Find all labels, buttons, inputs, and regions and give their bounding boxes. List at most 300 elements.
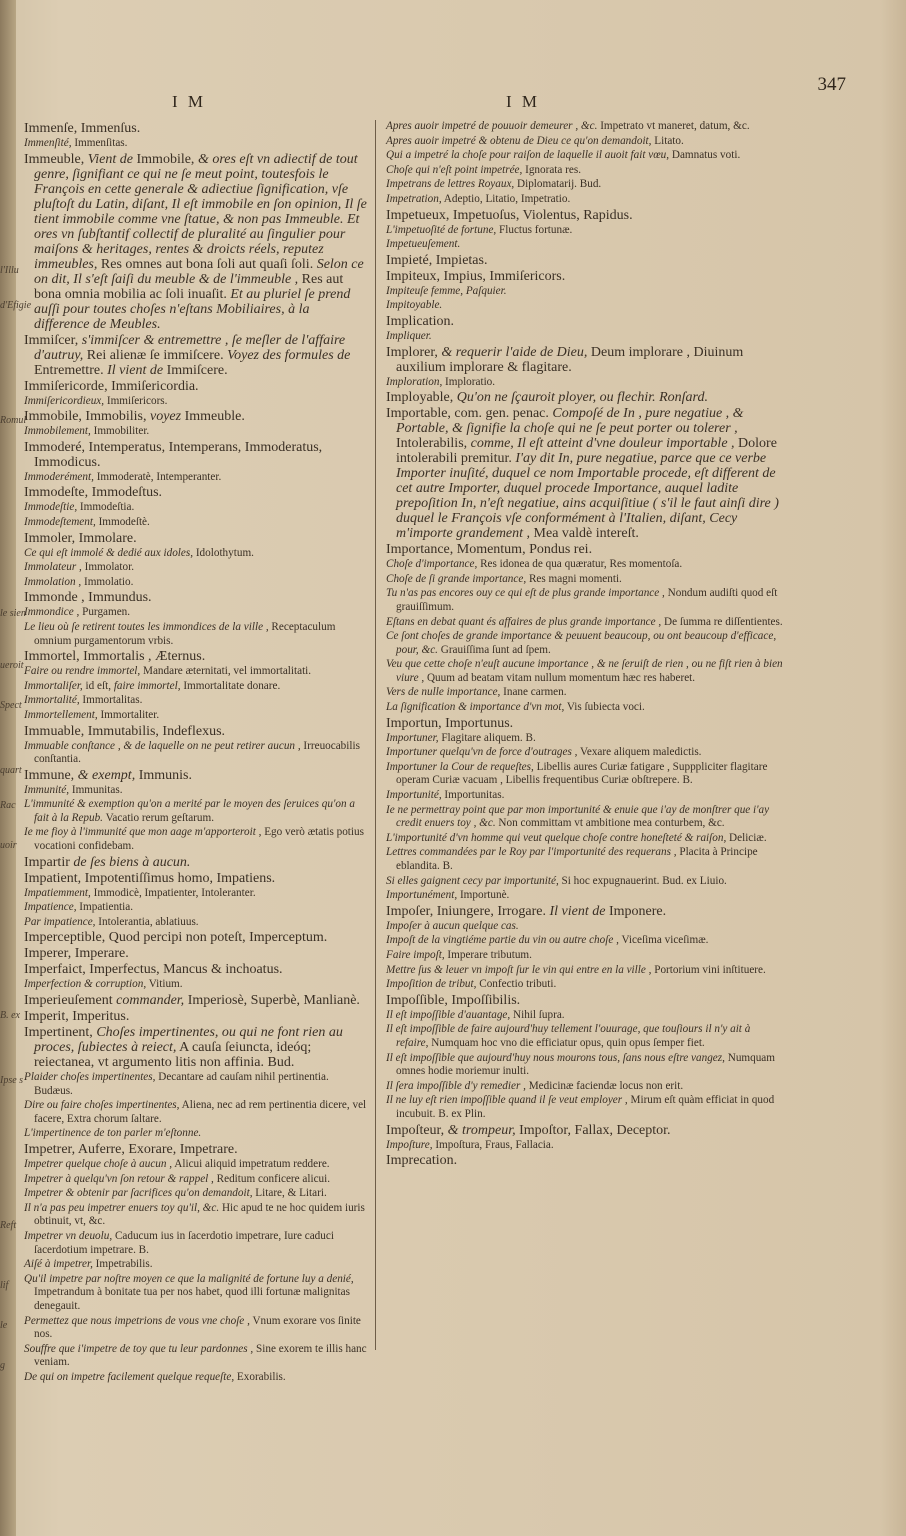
latin-text: Litare, & Litari. (252, 1187, 327, 1200)
latin-text: Res magni momenti. (526, 572, 622, 585)
french-gloss: Immenſité, (24, 137, 72, 149)
sub-entry (386, 875, 784, 889)
sub-entry (24, 901, 367, 915)
headword-entry (386, 1123, 784, 1138)
sub-entry (24, 425, 367, 439)
headword-entry (24, 649, 367, 664)
french-gloss: La ſignification & importance d'vn mot, (386, 701, 565, 714)
sub-entry (386, 558, 784, 572)
margin-fragment: lif (0, 1280, 9, 1291)
french-gloss: Importuner la Cour de requeſtes, (386, 760, 534, 773)
french-gloss: Vient de (87, 151, 133, 167)
headword-entry (24, 485, 367, 500)
latin-text: Entremettre. (34, 362, 108, 378)
headword-entry (386, 390, 784, 405)
french-gloss: Immunité, (24, 783, 70, 796)
latin-text: Vnum exorare vos ſinite nos. (34, 1314, 361, 1341)
sub-entry (24, 784, 367, 798)
french-gloss: Imploration, (386, 375, 443, 388)
latin-text: A cauſa ſeiuncta, ideóq; reiectanea, vt argumento litis non affinia. Bud. (34, 1040, 312, 1071)
french-gloss: Apres auoir impetré de pouuoir demeurer , &c. (386, 120, 598, 132)
sub-entry (386, 178, 784, 192)
sub-entry (24, 709, 367, 723)
french-gloss: Il eſt impoſſible d'auantage, (386, 1008, 511, 1021)
sub-entry (24, 576, 367, 590)
french-gloss: Apres auoir impetré & obtenu de Dieu ce qu'on demandoit, (386, 134, 652, 147)
sub-entry (24, 1202, 367, 1229)
sub-entry (386, 701, 784, 715)
latin-text: Vis ſubiecta voci. (564, 701, 645, 714)
latin-text: Impatient, Impotentiſſimus homo, Impatiens. (24, 870, 276, 886)
latin-text: Libellis aures Curiæ fatigare , Supppliciter flagitare operam Curiæ vacuam , Libellis frequentibus Curiæ obſtrepere. B. (396, 760, 768, 787)
french-gloss: Ce ſont choſes de grande importance & peuuent beaucoup, ou ont beaucoup d'efficace, pour, &c. (386, 630, 777, 656)
headword-entry (24, 724, 367, 739)
sub-entry (24, 516, 367, 530)
french-gloss: commander, (116, 993, 185, 1009)
sub-entry (386, 285, 784, 299)
french-gloss: L'impertinence de ton parler m'eſtonne. (24, 1127, 202, 1140)
french-gloss: Impatience, (24, 901, 77, 914)
latin-text: Immodicè, Impatienter, Intoleranter. (90, 886, 256, 899)
french-gloss: Le lieu où ſe retirent toutes les immondices de la ville , (24, 620, 269, 633)
margin-fragment: Spect (0, 700, 22, 711)
french-gloss: Immuable conſtance , & de laquelle on ne peut retirer aucun , (24, 739, 301, 752)
latin-text: Impatientia. (76, 901, 134, 914)
french-gloss: Impoſition de tribut, (386, 978, 477, 991)
latin-text: Immiſcer, (24, 332, 82, 348)
latin-text: Decantare ad cauſam nihil pertinentia. Budæus. (34, 1071, 329, 1097)
headword-entry (24, 333, 367, 378)
latin-text: Alicui aliquid impetratum reddere. (172, 1158, 330, 1170)
headword-entry (24, 409, 367, 424)
french-gloss: Il eſt impoſſible de faire aujourd'huy tellement l'ouurage, que touſiours il n'y ait à refaire, (386, 1023, 751, 1049)
latin-text: Ego verò ætatis potius vocationi confidebam. (34, 826, 364, 853)
latin-text: Impoſtura, Fraus, Fallacia. (432, 1138, 554, 1151)
latin-text: Impieté, Impietas. (386, 252, 488, 268)
latin-text: Immuable, Immutabilis, Indeflexus. (24, 723, 226, 739)
sub-entry (386, 587, 784, 614)
latin-text: Immeuble, (24, 151, 88, 167)
sub-entry (386, 149, 784, 163)
running-head-right: I M (506, 92, 541, 111)
latin-text: Non committam vt ambitione mea conturbem, &c. (495, 817, 725, 830)
sub-entry (24, 1099, 367, 1126)
latin-text: Res idonea de qua quæratur, Res momentoſa. (477, 558, 683, 571)
headword-entry (386, 345, 784, 375)
sub-entry (386, 238, 784, 252)
french-gloss: Il n'a pas peu impetrer enuers toy qu'il, &c. (24, 1201, 220, 1214)
latin-text: Immortel, Immortalis , Æternus. (24, 649, 206, 665)
sub-entry (24, 1187, 367, 1201)
margin-fragment: Romul (0, 415, 27, 426)
latin-text: Intolerantia, ablatiuus. (95, 915, 199, 928)
sub-entry (24, 665, 367, 679)
french-gloss: s'immiſcer & entremettre , ſe meſler de l'affaire d'autruy, (34, 332, 346, 363)
french-gloss: L'immunité & exemption qu'on a merité par le moyen des ſeruices qu'on a fait à la Repub. (24, 798, 355, 824)
latin-text: Imponere. (605, 903, 667, 919)
running-head-left: I M (172, 92, 207, 111)
latin-text: Immiſcere. (163, 362, 228, 378)
latin-text: Immolatio. (81, 575, 134, 588)
margin-fragment: le sien (0, 608, 26, 619)
latin-text: Vexare aliquem maledictis. (577, 746, 702, 759)
latin-text: Vitium. (146, 978, 183, 991)
page-number: 347 (817, 74, 846, 95)
latin-text: Impiteux, Impius, Immiſericors. (386, 268, 566, 284)
latin-text: Imperiosè, Superbè, Manlianè. (184, 993, 360, 1009)
french-gloss: Il vient de (549, 903, 606, 919)
headword-entry (24, 930, 367, 945)
french-gloss: Immortellement, (24, 708, 98, 721)
headword-entry (24, 440, 367, 470)
french-gloss: Impetrer vn deuolu, (24, 1229, 113, 1242)
headword-entry (386, 1153, 784, 1168)
french-gloss: Immodeſtement, (24, 515, 96, 528)
french-gloss: Qu'on ne ſçauroit ployer, ou flechir. Ronſard. (456, 390, 708, 406)
latin-text: Grauiſſima ſunt ad ſpem. (437, 643, 551, 656)
sub-entry (24, 501, 367, 515)
sub-entry (24, 826, 367, 853)
latin-text: Placita à Principe eblandita. B. (396, 846, 758, 872)
sub-entry (24, 137, 367, 151)
sub-entry (24, 621, 367, 648)
headword-entry (24, 946, 367, 961)
sub-entry (24, 694, 367, 708)
latin-text: Inane carmen. (500, 686, 567, 699)
french-gloss: Qui a impetré la choſe pour raiſon de laquelle il auoit fait vœu, (386, 149, 670, 162)
latin-text: Caducum ius in ſacerdotio impetrare, Iure caduci ſacerdotium impetrare. B. (34, 1229, 334, 1256)
sub-entry (386, 1139, 784, 1153)
french-gloss: Immobilement, (24, 425, 91, 438)
french-gloss: Importunément, (386, 889, 458, 902)
sub-entry (386, 686, 784, 700)
french-gloss: Impoſt de la vingtiéme partie du vin ou autre choſe , (386, 934, 619, 947)
margin-fragment: le (0, 1320, 8, 1331)
latin-text: Implorer, (386, 344, 442, 360)
margin-fragment: Reft (0, 1220, 17, 1231)
latin-text: Immeuble. (181, 409, 245, 425)
headword-entry (386, 269, 784, 284)
latin-text: Impetrer, Auferre, Exorare, Impetrare. (24, 1142, 238, 1157)
latin-text: Res omnes aut bona ſoli aut quaſi ſoli. (97, 256, 317, 272)
french-gloss: Mettre ſus & leuer vn impoſt ſur le vin qui entre en la ville , (386, 963, 652, 976)
french-gloss: Immiſericordieux, (24, 394, 105, 407)
latin-text: Rei alienæ ſe immiſcere. (83, 347, 228, 363)
latin-text: Imperare tributum. (444, 948, 532, 961)
sub-entry (386, 120, 784, 134)
latin-text: Idolothytum. (193, 546, 254, 559)
latin-text: Adeptio, Litatio, Impetratio. (441, 192, 571, 205)
latin-text: Immoderé, Intemperatus, Intemperans, Immoderatus, Immodicus. (24, 439, 323, 470)
sub-entry (386, 135, 784, 149)
sub-entry (386, 616, 784, 630)
french-gloss: Il eſt impoſſible que aujourd'huy nous mourons tous, ſans nous eſtre vangez, (386, 1051, 725, 1064)
french-gloss: & exempt, (77, 767, 136, 783)
french-gloss: Impoſture, (386, 1138, 433, 1151)
french-gloss: Choſes impertinentes, ou qui ne font rien au proces, ſubiectes à reiect, (34, 1025, 343, 1056)
latin-text: Impoſteur, (386, 1122, 448, 1138)
sub-entry (24, 1273, 367, 1314)
margin-fragment: Ipse s (0, 1075, 24, 1086)
french-gloss: Immoderément, (24, 470, 94, 483)
french-gloss: Faire ou rendre immortel, (24, 665, 141, 678)
latin-text: Imperfaict, Imperfectus, Mancus & inchoatus. (24, 962, 283, 978)
sub-entry (386, 789, 784, 803)
latin-text: Immortalitas. (79, 694, 143, 707)
sub-entry (386, 732, 784, 746)
headword-entry (24, 1142, 367, 1157)
sub-entry (386, 658, 784, 685)
latin-text: Imploratio. (442, 375, 496, 388)
latin-text: Flagitare aliquem. B. (438, 731, 536, 744)
sub-entry (24, 561, 367, 575)
latin-text: Nondum audiſti quod eſt grauiſſimum. (396, 587, 778, 613)
french-gloss: Impliquer. (386, 329, 432, 342)
french-gloss: Vers de nulle importance, (386, 686, 501, 699)
french-gloss: Importunité, (386, 789, 442, 802)
headword-entry (386, 993, 784, 1008)
headword-entry (386, 253, 784, 268)
french-gloss: Immolateur , (24, 561, 82, 574)
latin-text: Impetueux, Impetuoſus, Violentus, Rapidus. (386, 207, 633, 223)
sub-entry (24, 1258, 367, 1272)
sub-entry (386, 193, 784, 207)
sub-entry (24, 1127, 367, 1141)
latin-text: Immenſitas. (71, 137, 128, 149)
headword-entry (24, 1025, 367, 1070)
latin-text: Impoſer, Iniungere, Irrogare. (386, 903, 550, 919)
latin-text: Ignorata res. (522, 163, 582, 176)
latin-text: Reditum conficere alicui. (213, 1172, 331, 1185)
french-gloss: Choſe de ſi grande importance, (386, 572, 527, 585)
latin-text: Immodeſte, Immodeſtus. (24, 485, 163, 501)
latin-text: Immonde , Immundus. (24, 590, 152, 606)
latin-text: Medicinæ faciendæ locus non erit. (525, 1079, 684, 1092)
sub-entry (24, 395, 367, 409)
sub-entry (24, 547, 367, 561)
latin-text: Implication. (386, 313, 455, 329)
french-gloss: Eſtans en debat quant és affaires de plus grande importance , (386, 615, 662, 628)
latin-text: Immodeſtè. (95, 515, 150, 528)
french-gloss: Impetrans de lettres Royaux, (386, 178, 515, 191)
latin-text: Imperceptible, Quod percipi non poteſt, Imperceptum. (24, 930, 328, 946)
french-gloss: Aiſé à impetrer, (24, 1258, 93, 1271)
latin-text: Impertinent, (24, 1025, 97, 1041)
headword-entry (24, 855, 367, 870)
latin-text: Imployable, (386, 390, 457, 406)
latin-text: Dolore intolerabili premitur. (396, 436, 777, 467)
french-gloss: Permettez que nous impetrions de vous vne choſe , (24, 1314, 250, 1327)
latin-text: Vacatio rerum geſtarum. (102, 811, 214, 824)
french-gloss: Il vient de (107, 362, 164, 378)
sub-entry (386, 630, 784, 657)
sub-entry (386, 1023, 784, 1050)
margin-fragment: B. ex (0, 1010, 20, 1021)
margin-fragment: quart (0, 765, 22, 776)
french-gloss: Immolation , (24, 575, 82, 588)
sub-entry (24, 1230, 367, 1257)
french-gloss: & trompeur, (447, 1122, 516, 1138)
margin-fragment: g (0, 1360, 5, 1371)
latin-text: Exorabilis. (234, 1370, 286, 1383)
sub-entry (24, 1173, 367, 1187)
headword-entry (24, 871, 367, 886)
latin-text: Impetrandum à bonitate tua per nos habet, quod illi fortunæ malignitas denegauit. (34, 1286, 350, 1312)
headword-entry (386, 208, 784, 223)
headword-entry (386, 542, 784, 557)
french-gloss: Impetrer quelque choſe à aucun , (24, 1158, 173, 1170)
french-gloss: Immodeſtie, (24, 501, 78, 514)
sub-entry (386, 330, 784, 344)
latin-text: Purgamen. (79, 606, 131, 619)
latin-text: Imperieuſement (24, 993, 117, 1009)
sub-entry (24, 740, 367, 767)
french-gloss: Choſe d'importance, (386, 558, 478, 571)
margin-fragment: Rac (0, 800, 16, 811)
french-gloss: Impatiemment, (24, 886, 91, 899)
french-gloss: Impetueuſement. (386, 238, 461, 251)
french-gloss: Choſe qui n'eſt point impetrée, (386, 163, 523, 176)
headword-entry (24, 152, 367, 332)
french-gloss: Impetrer & obtenir par ſacrifices qu'on demandoit, (24, 1187, 253, 1200)
sub-entry (386, 804, 784, 831)
latin-text: Immodeſtia. (77, 501, 135, 514)
latin-text: Imperer, Imperare. (24, 946, 129, 962)
sub-entry (386, 224, 784, 238)
latin-text: Importunitas. (441, 789, 505, 802)
latin-text: Immune, (24, 767, 78, 783)
sub-entry (386, 978, 784, 992)
latin-text: Portorium vini inſtituere. (651, 963, 766, 976)
latin-text: Immoler, Immolare. (24, 530, 137, 546)
sub-entry (24, 471, 367, 485)
latin-text: Impetrato vt maneret, datum, &c. (597, 120, 750, 132)
latin-text: Deum implorare , Diuinum auxilium implorare & flagitare. (396, 344, 744, 375)
french-gloss: Immortaliſer, (24, 679, 83, 692)
french-gloss: Il ne luy eſt rien impoſſible quand il ſe veut employer , (386, 1094, 628, 1107)
french-gloss: Ie me fioy à l'immunité que mon aage m'apporteroit , (24, 826, 262, 839)
sub-entry (24, 606, 367, 620)
french-gloss: Tu n'as pas encores ouy ce qui eſt de plus grande importance , (386, 587, 665, 600)
left-column (24, 120, 367, 1386)
latin-text: Immenſe, Immenſus. (24, 121, 141, 136)
sub-entry (386, 1094, 784, 1121)
latin-text: Immunitas. (69, 783, 123, 796)
latin-text: Numquam omnes hodie moriemur inulti. (396, 1051, 775, 1078)
latin-text: Immortaliter. (97, 708, 160, 721)
latin-text: Nihil ſupra. (510, 1008, 565, 1021)
sub-entry (24, 798, 367, 825)
latin-text: Imprecation. (386, 1153, 458, 1169)
french-gloss: Immortalité, (24, 694, 80, 707)
french-gloss: voyez (150, 409, 182, 425)
french-gloss: Importuner, (386, 731, 439, 744)
sub-entry (386, 746, 784, 760)
french-gloss: Si elles gaignent cecy par importunité, (386, 874, 559, 887)
sub-entry (24, 887, 367, 901)
latin-text: Immiſericors. (104, 394, 168, 407)
latin-text: Immobile, Immobilis, (24, 409, 150, 425)
headword-entry (386, 716, 784, 731)
headword-entry (24, 590, 367, 605)
latin-text: Numquam hoc vno die efficiatur opus, quin opus ſemper fiet. (428, 1036, 705, 1049)
headword-entry (386, 314, 784, 329)
latin-text: Immiſericorde, Immiſericordia. (24, 378, 199, 394)
headword-entry (24, 379, 367, 394)
french-gloss: Impiteuſe femme, Paſquier. (386, 284, 507, 297)
latin-text: Quum ad beatam vitam nullum momentum hæc res haberet. (424, 671, 696, 684)
french-gloss: Selon ce on dit, Il s'eſt ſaiſi du meuble & de l'immeuble , (34, 256, 364, 287)
margin-fragment: uoir (0, 840, 17, 851)
latin-text: Immolator. (81, 561, 134, 574)
latin-text: Importance, Momentum, Pondus rei. (386, 542, 593, 558)
headword-entry (24, 962, 367, 977)
latin-text: Mandare æternitati, vel immortalitati. (140, 665, 312, 678)
french-gloss: Impetrer à quelqu'vn ſon retour & rappel , (24, 1172, 214, 1185)
latin-text: Receptaculum omnium purgamentorum vrbis. (34, 620, 336, 647)
headword-entry (24, 768, 367, 783)
french-gloss: Et au pluriel ſe prend auſſi pour toutes choſes n'eſtans Mobiliaires, à la difference de Meubles. (34, 286, 351, 332)
sub-entry (386, 1080, 784, 1094)
latin-text: De ſumma re diſſentientes. (661, 615, 783, 628)
french-gloss: I'ay dit In, pure negatiue, parce que ce verbe Importer inuſité, duquel ce nom Importable procede, eſt different de cet autre Importer, duquel procede Importance, auquel ladite prepoſition In, n'eſt negatiue, ains acquiſitiue ( s'il le faut ainſi dire ) duquel le François vſe conformément à l'Italien, diſant, Cecy m'importe grandement , (396, 451, 779, 542)
latin-text: Aliena, nec ad rem pertinentia dicere, vel facere, Extra chorum ſaltare. (34, 1099, 367, 1125)
latin-text: Importun, Importunus. (386, 715, 514, 731)
french-gloss: Impitoyable. (386, 299, 443, 312)
latin-text: com. gen. penac. (454, 406, 549, 422)
sub-entry (24, 680, 367, 694)
margin-fragment: ueroit (0, 660, 24, 671)
french-gloss: & requerir l'aide de Dieu, (441, 344, 588, 360)
latin-text: Impoſtor, Fallax, Deceptor. (515, 1122, 671, 1138)
latin-text: Fluctus fortunæ. (496, 223, 573, 236)
french-gloss: Souffre que i'impetre de toy que tu leur pardonnes , (24, 1342, 254, 1355)
sub-entry (386, 299, 784, 313)
latin-text: Importable, (386, 406, 455, 422)
latin-text: Damnatus voti. (669, 149, 741, 162)
latin-text: Immortalitate donare. (180, 679, 281, 692)
latin-text: Impetrabilis. (92, 1258, 153, 1271)
latin-text: Deliciæ. (726, 831, 767, 844)
sub-entry (386, 920, 784, 934)
french-gloss: Plaider choſes impertinentes, (24, 1071, 156, 1084)
latin-text: id eſt, (82, 679, 114, 692)
latin-text: Impoſſible, Impoſſibilis. (386, 992, 521, 1008)
french-gloss: Voyez des formules de (227, 347, 351, 363)
french-gloss: Impoſer à aucun quelque cas. (386, 919, 519, 932)
french-gloss: Dire ou faire choſes impertinentes, (24, 1099, 180, 1112)
latin-text: Mea valdè intereſt. (530, 526, 639, 542)
margin-fragment: d'Efigie (0, 300, 32, 311)
french-gloss: Importuner quelqu'vn de force d'outrages , (386, 746, 578, 759)
latin-text: Sine exorem te illis hanc veniam. (34, 1342, 367, 1369)
latin-text: Impartir (24, 854, 74, 870)
latin-text: Diplomatarij. Bud. (514, 178, 602, 191)
latin-text: Irreuocabilis conſtantia. (34, 739, 360, 766)
sub-entry (386, 964, 784, 978)
french-gloss: faire immortel, (113, 679, 181, 692)
latin-text: Importunè. (457, 889, 510, 902)
french-gloss: Veu que cette choſe n'euſt aucune importance , & ne ſeruiſt de rien , ou ne fiſt rien à bien viure , (386, 658, 783, 684)
headword-entry (24, 993, 367, 1008)
sub-entry (386, 934, 784, 948)
headword-entry (24, 121, 367, 136)
sub-entry (386, 761, 784, 788)
french-gloss: Faire impoſt, (386, 948, 445, 961)
french-gloss: Ie ne permettray point que par mon importunité & enuie que i'ay de monſtrer que i'ay credit enuers toy , &c. (386, 803, 770, 830)
french-gloss: de ſes biens à aucun. (73, 854, 191, 870)
latin-text: Res aut bona omnia mobilia ac ſoli inuaſit. (34, 271, 344, 302)
